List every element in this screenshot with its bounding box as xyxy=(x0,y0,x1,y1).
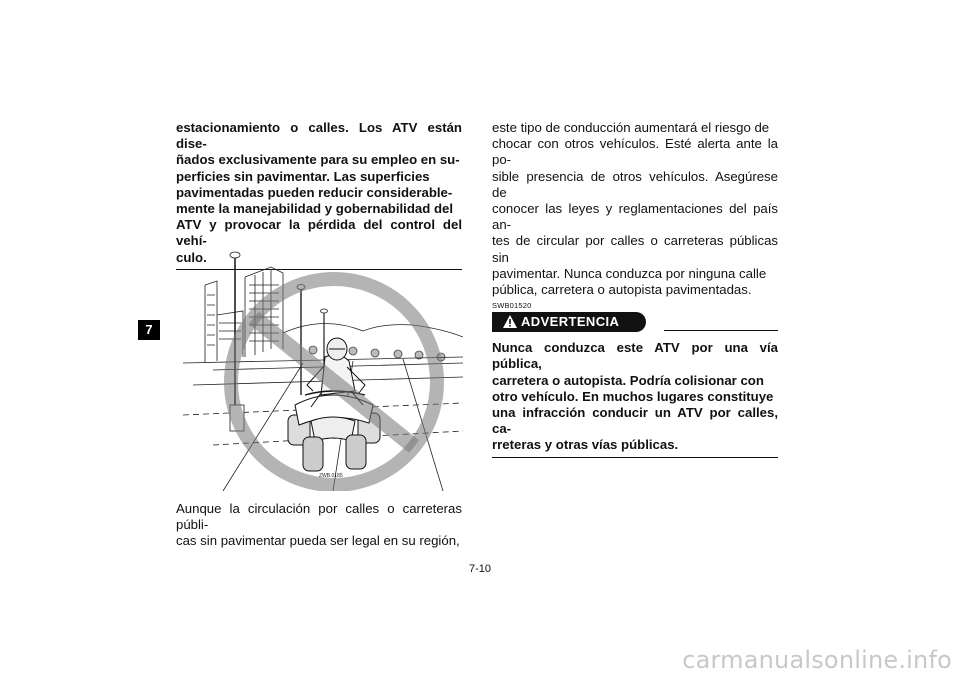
text-line: chocar con otros vehículos. Esté alerta ante la po- xyxy=(492,136,778,168)
illustration-code: ZWB.0185 xyxy=(319,473,343,479)
chapter-tab: 7 xyxy=(138,320,160,340)
text-line: una infracción conducir un ATV por calles, ca- xyxy=(492,405,778,437)
text-line: culo. xyxy=(176,249,207,265)
no-paved-road-illustration xyxy=(183,245,463,491)
text-line: ATV y provocar la pérdida del control del vehí- xyxy=(176,217,462,249)
text-line: rreteras y otras vías públicas. xyxy=(492,437,679,453)
warning-header xyxy=(492,312,778,334)
text-line: mente la manejabilidad y gobernabilidad del xyxy=(176,201,454,217)
bold-paragraph xyxy=(176,120,462,266)
watermark[interactable]: carmanualsonline.info xyxy=(682,646,952,674)
warning-rule xyxy=(664,330,778,331)
warning-code: SWB01520 xyxy=(492,301,532,311)
text-line: estacionamiento o calles. Los ATV están dise- xyxy=(176,120,462,152)
text-line: pavimentadas pueden reducir considerable- xyxy=(176,184,453,200)
warning-triangle-icon xyxy=(502,314,518,329)
right-column xyxy=(492,120,778,458)
body-paragraph xyxy=(176,501,462,550)
text-line: sible presencia de otros vehículos. Asegúrese de xyxy=(492,168,778,200)
text-line: tes de circular por calles o carreteras públicas sin xyxy=(492,233,778,265)
text-line: Aunque la circulación por calles o carreteras públi- xyxy=(176,501,462,533)
text-line: conocer las leyes y reglamentaciones del país an- xyxy=(492,201,778,233)
text-line: pavimentar. Nunca conduzca por ninguna calle xyxy=(492,265,767,281)
left-body xyxy=(176,501,462,550)
text-line: perficies sin pavimentar. Las superficies xyxy=(176,168,430,184)
text-line: cas sin pavimentar pueda ser legal en su región, xyxy=(176,533,460,549)
text-line: carretera o autopista. Podría colisionar con xyxy=(492,372,764,388)
warning-text xyxy=(492,340,778,453)
warning-end-rule xyxy=(492,457,778,458)
text-line: otro vehículo. En muchos lugares constituye xyxy=(492,388,774,404)
text-line: este tipo de conducción aumentará el riesgo de xyxy=(492,120,770,135)
page-number: 7-10 xyxy=(468,563,492,575)
text-line: pública, carretera o autopista pavimentadas. xyxy=(492,282,752,298)
text-line: ñados exclusivamente para su empleo en su- xyxy=(176,152,460,168)
warning-label: ADVERTENCIA xyxy=(521,314,620,330)
warning-badge xyxy=(492,312,646,332)
body-paragraph xyxy=(492,120,778,298)
text-line: Nunca conduzca este ATV por una vía pública, xyxy=(492,340,778,372)
